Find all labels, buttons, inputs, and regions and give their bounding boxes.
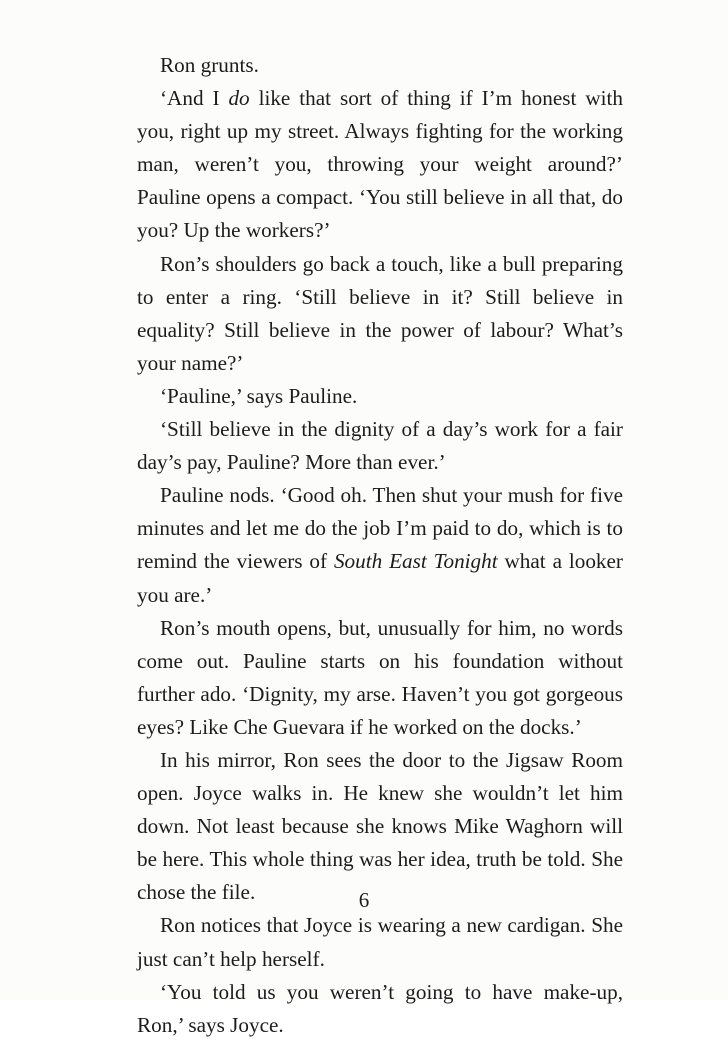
page-number: 6 [358, 888, 370, 912]
paragraph: Ron’s shoulders go back a touch, like a bull preparing to enter a ring. ‘Still believe in it? Still believe in equality? Still believe in the power of labour? What’s your name?’ [137, 251, 623, 375]
paragraph: Ron grunts. [160, 53, 259, 77]
paragraph: Ron notices that Joyce is wearing a new cardigan. She just can’t help herself. [137, 913, 623, 971]
italic-text: South East Tonight [333, 549, 498, 574]
paragraph: In his mirror, Ron sees the door to the Jigsaw Room open. Joyce walks in. He knew she wouldn’t let him down. Not least because she knows Mike Waghorn will be here. This whole thing was her idea, truth be told. She chose the file. [137, 747, 623, 905]
paragraph: ‘Still believe in the dignity of a day’s work for a fair day’s pay, Pauline? More than ever.’ [137, 417, 623, 475]
paragraph: ‘Pauline,’ says Pauline. [160, 383, 358, 408]
paragraph: Ron’s mouth opens, but, unusually for him, no words come out. Pauline starts on his foundation without further ado. ‘Dignity, my arse. Haven’t you got gorgeous eyes? Like Che Guevara if he worked on the docks.’ [137, 615, 623, 739]
italic-text: do [228, 86, 250, 111]
paragraph: Pauline nods. ‘Good oh. Then shut your mush for five minutes and let me do the job I’m paid to do, which is to remind the viewers of South East Tonight what a looker you are.’ [137, 483, 623, 607]
paragraph: ‘You told us you weren’t going to have make-up, Ron,’ says Joyce. [137, 979, 623, 1037]
paragraph: ‘And I do like that sort of thing if I’m honest with you, right up my street. Always fighting for the working man, weren’t you, throwing your weight around?’ Pauline opens a compact. ‘You still believe in all that, do you? Up the workers?’ [137, 86, 623, 243]
